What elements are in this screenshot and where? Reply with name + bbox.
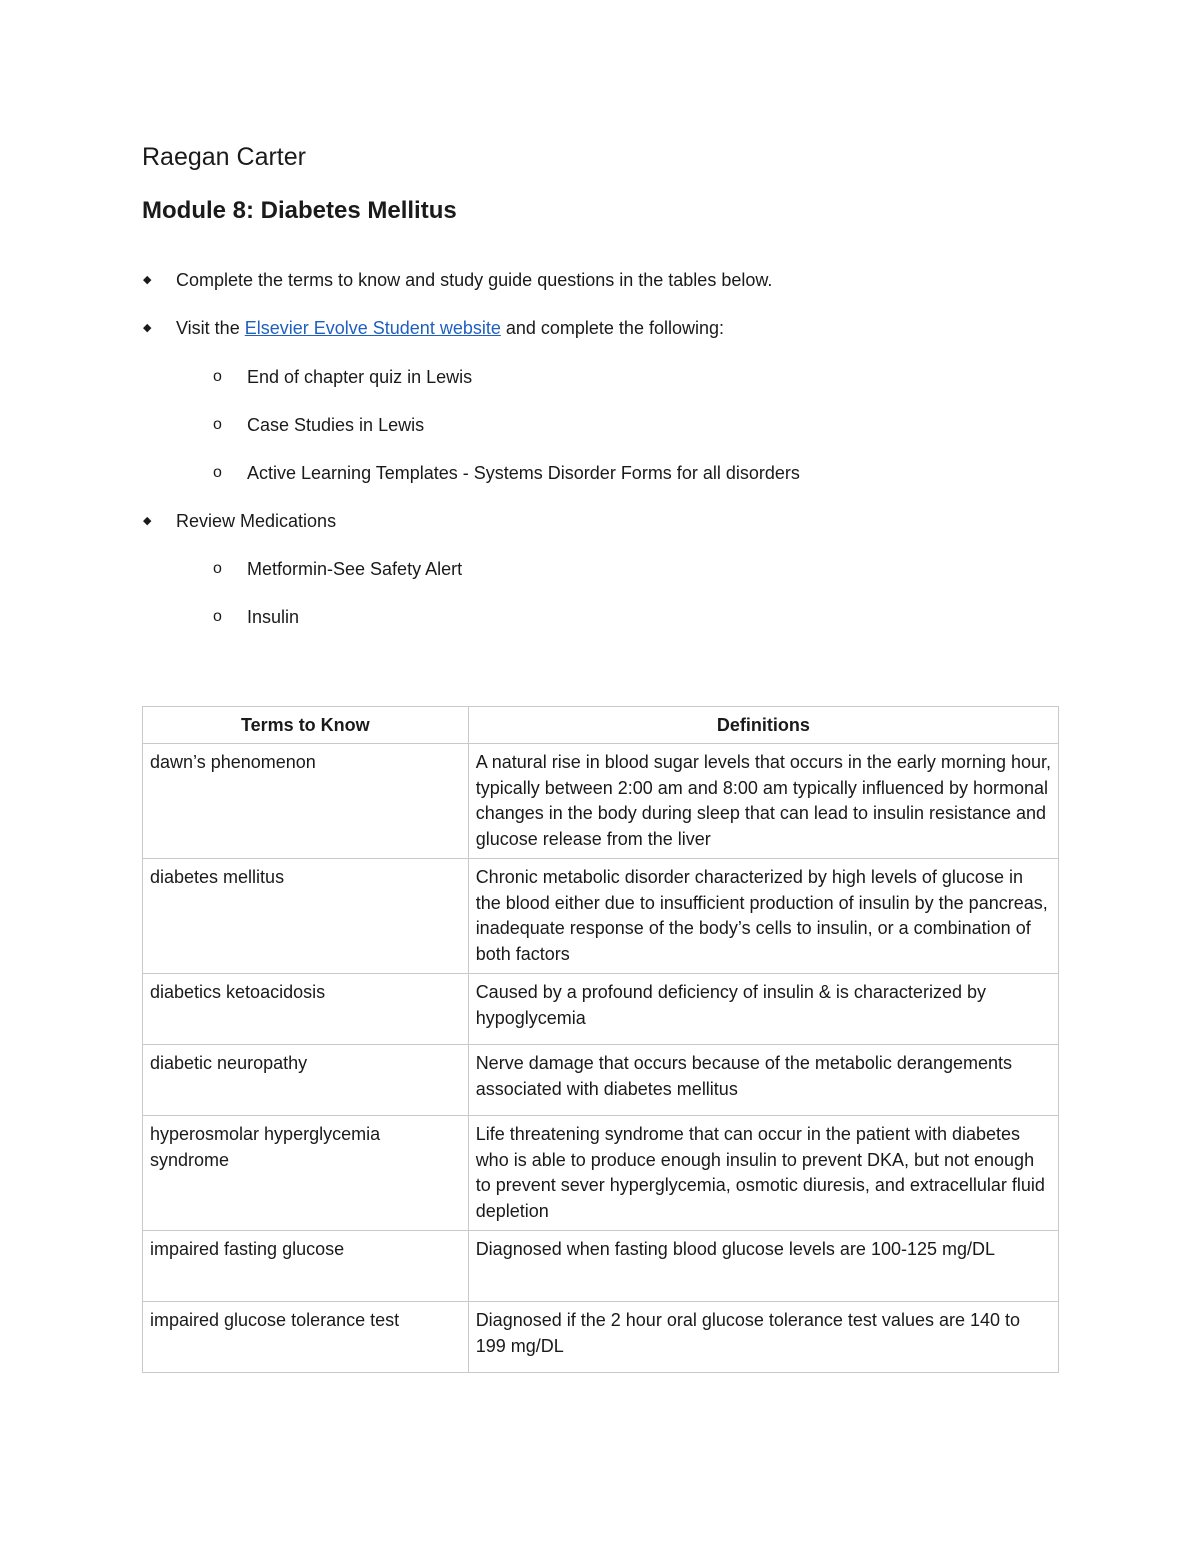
subbullet-icon: o [213,416,222,433]
evolve-website-link[interactable]: Elsevier Evolve Student website [244,318,501,338]
table-row [143,744,1059,859]
author-name: Raegan Carter [142,143,306,171]
term-cell: dawn’s phenomenon [143,744,469,859]
sub-item-insulin: Insulin [247,607,300,627]
definition-cell: Nerve damage that occurs because of the metabolic derangements associated with diabetes mellitus [468,1045,1058,1116]
definition-cell: Diagnosed if the 2 hour oral glucose tolerance test values are 140 to 199 mg/DL [468,1302,1058,1373]
instruction-item-2 [176,316,724,340]
table-row [143,1231,1059,1302]
table-header-row [143,707,1059,744]
bullet-icon: ◆ [143,274,152,286]
bullet-icon: ◆ [143,322,152,334]
definition-cell: Chronic metabolic disorder characterized by high levels of glucose in the blood either due to insufficient production of insulin by the pancreas, inadequate response of the body’s cells to insulin, or a combination of both factors [468,859,1058,974]
sub-item-case-studies: Case Studies in Lewis [247,415,425,435]
table-row [143,974,1059,1045]
table-row [143,1045,1059,1116]
sub-item-learning-templates: Active Learning Templates - Systems Disorder Forms for all disorders [247,463,800,483]
term-cell: hyperosmolar hyperglycemia syndrome [143,1116,469,1231]
term-cell: diabetic neuropathy [143,1045,469,1116]
table-row [143,1116,1059,1231]
term-cell: diabetes mellitus [143,859,469,974]
sub-item-metformin: Metformin-See Safety Alert [247,559,463,579]
term-cell: impaired fasting glucose [143,1231,469,1302]
subbullet-icon: o [213,560,222,577]
definition-cell: Life threatening syndrome that can occur in the patient with diabetes who is able to produce enough insulin to prevent DKA, but not enough to prevent sever hyperglycemia, osmotic diuresis, and extracellular fluid depletion [468,1116,1058,1231]
column-header-terms: Terms to Know [143,707,469,744]
subbullet-icon: o [213,608,222,625]
page-title: Module 8: Diabetes Mellitus [142,197,457,224]
sub-item-chapter-quiz: End of chapter quiz in Lewis [247,367,473,387]
instruction-item-2-prefix: Visit the [176,318,245,338]
term-cell: impaired glucose tolerance test [143,1302,469,1373]
terms-table [142,706,1059,1373]
column-header-definitions: Definitions [468,707,1058,744]
table-row [143,1302,1059,1373]
table-row [143,859,1059,974]
definition-cell: Caused by a profound deficiency of insulin & is characterized by hypoglycemia [468,974,1058,1045]
definition-cell: Diagnosed when fasting blood glucose levels are 100-125 mg/DL [468,1231,1058,1302]
instruction-item-1: Complete the terms to know and study guide questions in the tables below. [176,270,773,290]
term-cell: diabetics ketoacidosis [143,974,469,1045]
bullet-icon: ◆ [143,515,152,527]
instruction-item-2-suffix: and complete the following: [500,318,724,338]
instruction-item-3: Review Medications [176,511,337,531]
subbullet-icon: o [213,368,222,385]
definition-cell: A natural rise in blood sugar levels that occurs in the early morning hour, typically between 2:00 am and 8:00 am typically influenced by hormonal changes in the body during sleep that can lead to insulin resistance and glucose release from the liver [468,744,1058,859]
subbullet-icon: o [213,464,222,481]
